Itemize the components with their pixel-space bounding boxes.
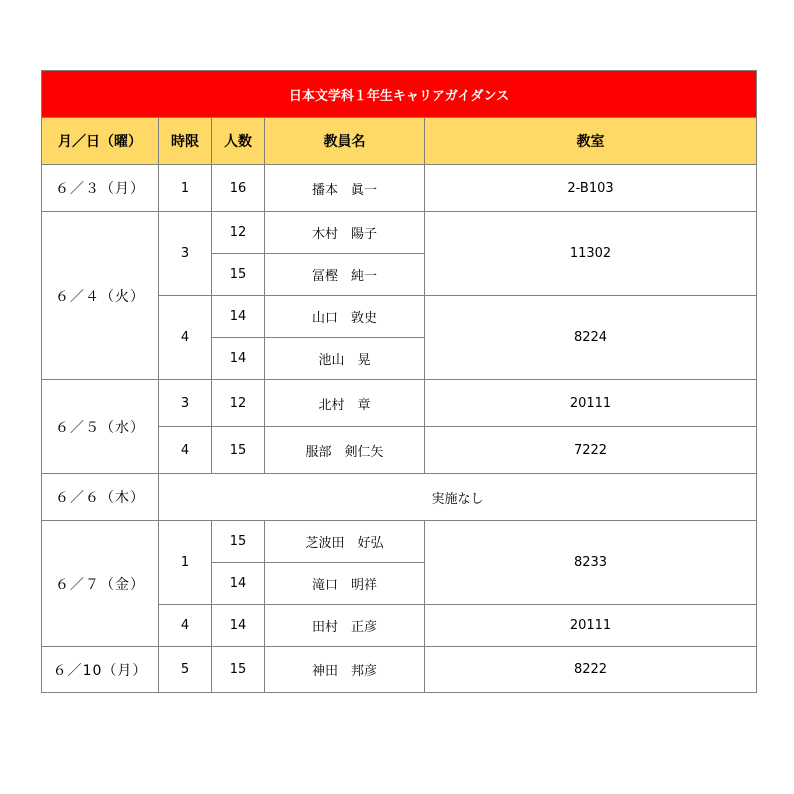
header-room: 教室: [425, 118, 757, 165]
count-cell: 16: [212, 165, 265, 212]
table-row: [42, 474, 757, 521]
table-row: [42, 212, 757, 254]
period-cell: 5: [159, 647, 212, 693]
schedule-table: [41, 70, 757, 693]
room-cell: 11302: [425, 212, 757, 296]
count-cell: 14: [212, 338, 265, 380]
date-cell: ６／４（火）: [42, 212, 159, 380]
count-cell: 15: [212, 521, 265, 563]
header-date: 月／日（曜）: [42, 118, 159, 165]
teacher-cell: 池山 晃: [265, 338, 425, 380]
room-cell: 20111: [425, 605, 757, 647]
count-cell: 12: [212, 380, 265, 427]
teacher-cell: 服部 剣仁矢: [265, 427, 425, 474]
count-cell: 14: [212, 296, 265, 338]
table-row: [42, 521, 757, 563]
header-count: 人数: [212, 118, 265, 165]
table-row: [42, 647, 757, 693]
room-cell: 7222: [425, 427, 757, 474]
date-cell: ６／６（木）: [42, 474, 159, 521]
teacher-cell: 滝口 明祥: [265, 563, 425, 605]
date-cell: ６／10（月）: [42, 647, 159, 693]
room-cell: 8233: [425, 521, 757, 605]
room-cell: 20111: [425, 380, 757, 427]
teacher-cell: 田村 正彦: [265, 605, 425, 647]
teacher-cell: 山口 敦史: [265, 296, 425, 338]
room-cell: 8222: [425, 647, 757, 693]
date-cell: ６／７（金）: [42, 521, 159, 647]
teacher-cell: 神田 邦彦: [265, 647, 425, 693]
count-cell: 12: [212, 212, 265, 254]
period-cell: 4: [159, 605, 212, 647]
room-cell: 8224: [425, 296, 757, 380]
table-row: [42, 380, 757, 427]
count-cell: 15: [212, 254, 265, 296]
teacher-cell: 芝波田 好弘: [265, 521, 425, 563]
teacher-cell: 木村 陽子: [265, 212, 425, 254]
table-title: 日本文学科１年生キャリアガイダンス: [42, 71, 757, 118]
table-row: [42, 165, 757, 212]
count-cell: 14: [212, 605, 265, 647]
period-cell: 1: [159, 521, 212, 605]
header-teacher: 教員名: [265, 118, 425, 165]
room-cell: 2-B103: [425, 165, 757, 212]
period-cell: 4: [159, 427, 212, 474]
teacher-cell: 冨樫 純一: [265, 254, 425, 296]
period-cell: 3: [159, 380, 212, 427]
period-cell: 1: [159, 165, 212, 212]
teacher-cell: 播本 眞一: [265, 165, 425, 212]
date-cell: ６／３（月）: [42, 165, 159, 212]
teacher-cell: 北村 章: [265, 380, 425, 427]
date-cell: ６／５（水）: [42, 380, 159, 474]
no-session-cell: 実施なし: [159, 474, 757, 521]
count-cell: 15: [212, 647, 265, 693]
period-cell: 4: [159, 296, 212, 380]
header-period: 時限: [159, 118, 212, 165]
count-cell: 15: [212, 427, 265, 474]
period-cell: 3: [159, 212, 212, 296]
count-cell: 14: [212, 563, 265, 605]
